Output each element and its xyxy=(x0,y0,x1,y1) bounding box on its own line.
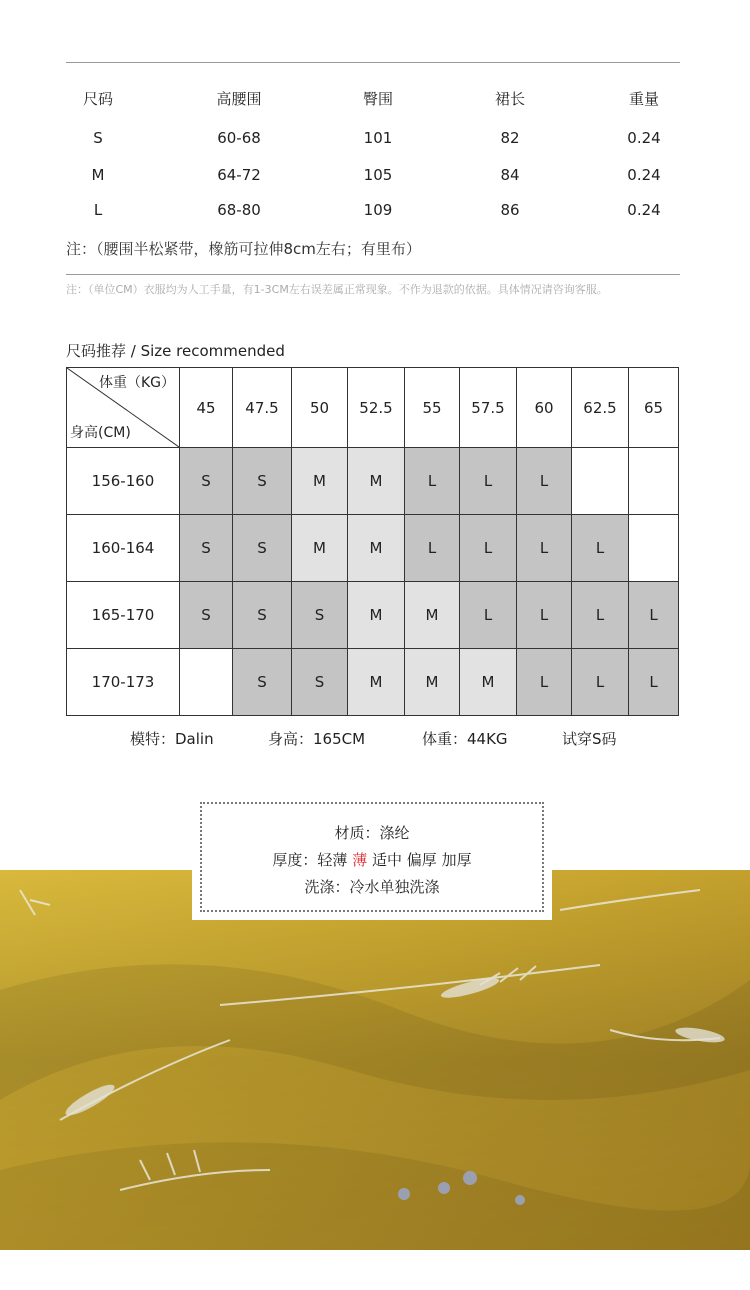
size-cell: S xyxy=(180,448,233,515)
size-cell: M xyxy=(292,515,348,582)
fabric-pattern-image xyxy=(0,870,750,1250)
size-cell: L xyxy=(460,515,517,582)
thickness-option: 轻薄 xyxy=(317,851,348,869)
height-axis-label: 身高(CM) xyxy=(70,425,131,441)
size-recommend-title: 尺码推荐 / Size recommended xyxy=(66,342,285,360)
weight-header: 65 xyxy=(629,368,679,448)
size-cell: L xyxy=(405,515,460,582)
note-divider xyxy=(66,274,680,275)
size-cell: M xyxy=(348,515,405,582)
size-cell: S xyxy=(180,515,233,582)
size-cell: S xyxy=(233,582,292,649)
size-cell: 86 xyxy=(500,201,520,219)
size-cell xyxy=(629,448,679,515)
size-cell: 84 xyxy=(500,166,520,184)
header-length: 裙长 xyxy=(494,90,525,108)
header-weight: 重量 xyxy=(628,90,659,108)
weight-axis-label: 体重（KG） xyxy=(98,375,175,391)
material-thickness xyxy=(202,849,542,870)
material-info-box xyxy=(192,794,552,920)
size-cell: 60-68 xyxy=(217,129,261,147)
size-note: 注：（腰围半松紧带，橡筋可拉伸8cm左右；有里布） xyxy=(66,240,421,258)
size-cell: M xyxy=(405,649,460,716)
weight-header: 45 xyxy=(180,368,233,448)
weight-header: 57.5 xyxy=(460,368,517,448)
model-name: 模特：Dalin xyxy=(130,730,214,748)
size-cell: S xyxy=(233,649,292,716)
thickness-option: 偏厚 xyxy=(406,851,437,869)
size-cell: L xyxy=(629,582,679,649)
size-cell: M xyxy=(460,649,517,716)
weight-header: 55 xyxy=(405,368,460,448)
weight-header-row xyxy=(67,368,679,448)
size-cell: L xyxy=(517,515,572,582)
thickness-option: 加厚 xyxy=(441,851,472,869)
header-hip: 臀围 xyxy=(362,90,393,108)
size-cell: 0.24 xyxy=(627,129,661,147)
weight-header: 47.5 xyxy=(233,368,292,448)
weight-header: 50 xyxy=(292,368,348,448)
size-cell: L xyxy=(405,448,460,515)
thickness-option: 适中 xyxy=(372,851,403,869)
header-waist: 高腰围 xyxy=(216,90,262,108)
material-fabric: 材质：涤纶 xyxy=(334,824,410,842)
table-corner xyxy=(67,368,180,448)
size-cell: L xyxy=(460,448,517,515)
size-cell: L xyxy=(517,649,572,716)
weight-header: 52.5 xyxy=(348,368,405,448)
size-cell: S xyxy=(292,582,348,649)
size-cell: M xyxy=(348,448,405,515)
size-cell: L xyxy=(629,649,679,716)
size-cell: M xyxy=(292,448,348,515)
size-cell: 101 xyxy=(363,129,393,147)
size-cell xyxy=(629,515,679,582)
height-row xyxy=(67,515,679,582)
height-label: 160-164 xyxy=(67,515,180,582)
model-size: 试穿S码 xyxy=(562,730,617,748)
size-cell: L xyxy=(572,515,629,582)
size-cell: L xyxy=(517,448,572,515)
fabric-photo xyxy=(0,870,750,1250)
model-weight: 体重：44KG xyxy=(422,730,508,748)
size-cell: 68-80 xyxy=(217,201,261,219)
measurement-disclaimer: 注：（单位CM）衣服均为人工手量，有1-3CM左右误差属正常现象。不作为退款的依据。具体情况请咨询客服。 xyxy=(66,283,608,296)
size-cell: S xyxy=(93,129,103,147)
size-cell xyxy=(180,649,233,716)
height-label: 170-173 xyxy=(67,649,180,716)
size-cell: 0.24 xyxy=(627,166,661,184)
size-cell: 0.24 xyxy=(627,201,661,219)
height-row xyxy=(67,649,679,716)
size-recommend-table xyxy=(66,367,679,716)
thickness-label: 厚度： xyxy=(272,851,318,869)
material-wash: 洗涤：冷水单独洗涤 xyxy=(304,878,440,896)
header-size: 尺码 xyxy=(82,90,113,108)
size-table-header xyxy=(66,88,680,112)
height-label: 165-170 xyxy=(67,582,180,649)
size-cell: L xyxy=(93,201,103,219)
size-cell: S xyxy=(180,582,233,649)
size-cell: M xyxy=(348,582,405,649)
size-cell: 105 xyxy=(363,166,393,184)
size-cell: M xyxy=(348,649,405,716)
height-row xyxy=(67,582,679,649)
height-row xyxy=(67,448,679,515)
size-row-m xyxy=(66,166,680,190)
weight-header: 62.5 xyxy=(572,368,629,448)
thickness-option-selected: 薄 xyxy=(352,851,368,869)
size-cell: M xyxy=(405,582,460,649)
size-cell: S xyxy=(233,448,292,515)
size-cell xyxy=(572,448,629,515)
size-cell: S xyxy=(292,649,348,716)
size-cell: S xyxy=(233,515,292,582)
size-row-l xyxy=(66,201,680,225)
size-cell: 109 xyxy=(363,201,393,219)
size-cell: L xyxy=(572,582,629,649)
top-divider xyxy=(66,62,680,63)
material-info-border xyxy=(200,802,544,912)
size-cell: L xyxy=(460,582,517,649)
weight-header: 60 xyxy=(517,368,572,448)
size-row-s xyxy=(66,129,680,153)
size-cell: M xyxy=(91,166,105,184)
size-cell: 64-72 xyxy=(217,166,261,184)
model-height: 身高：165CM xyxy=(268,730,366,748)
height-label: 156-160 xyxy=(67,448,180,515)
size-cell: 82 xyxy=(500,129,520,147)
size-cell: L xyxy=(572,649,629,716)
size-cell: L xyxy=(517,582,572,649)
